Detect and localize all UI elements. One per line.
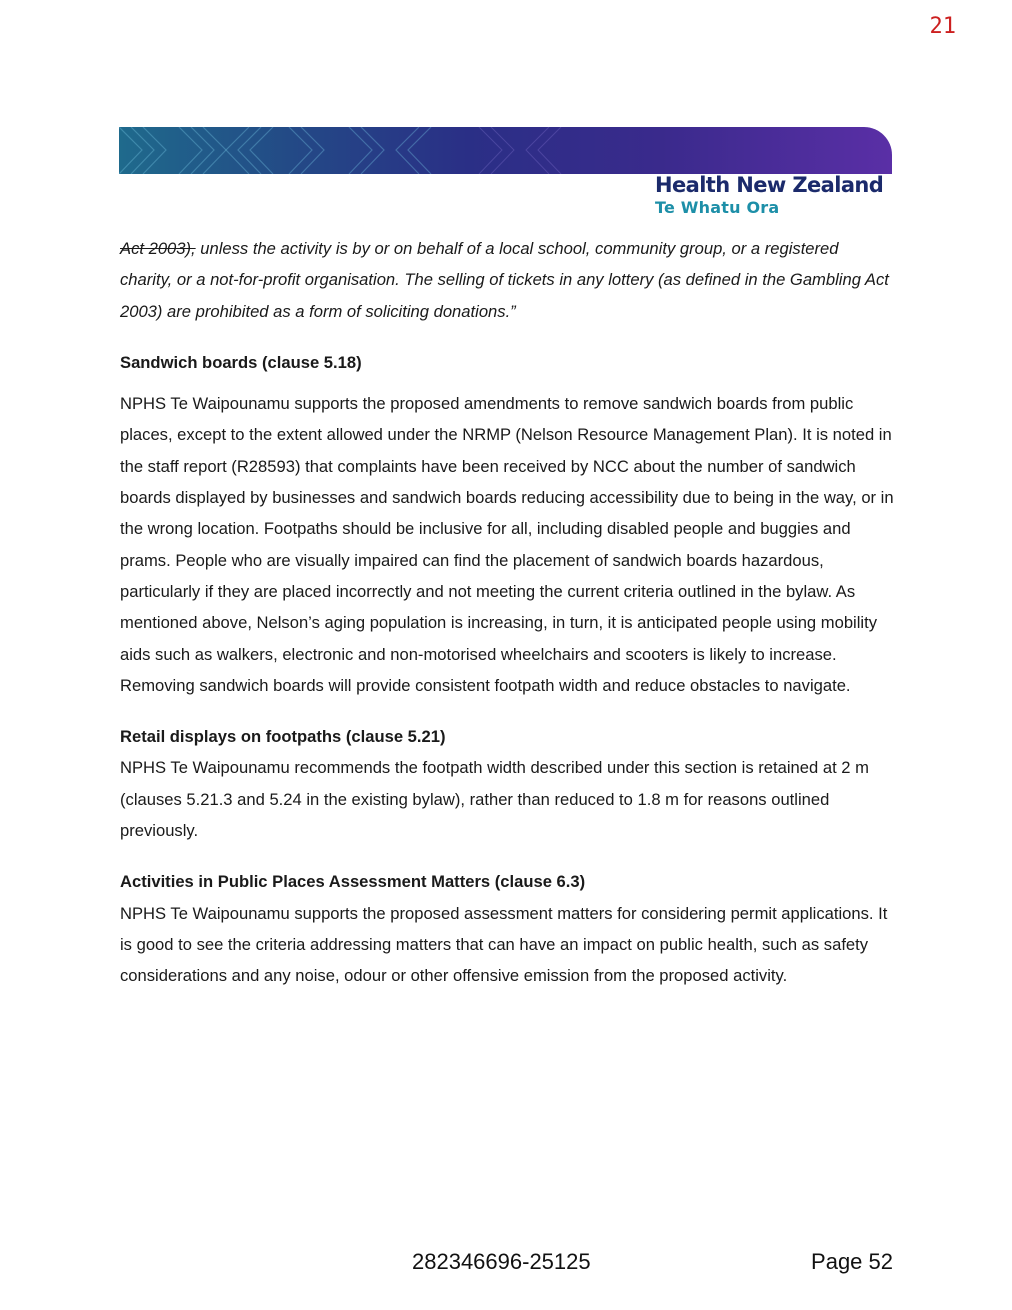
section-assessment-matters xyxy=(120,866,895,991)
section-heading: Activities in Public Places Assessment Matters (clause 6.3) xyxy=(120,872,586,892)
section-retail-displays xyxy=(120,721,895,846)
brand-subtitle: Te Whatu Ora xyxy=(655,198,780,217)
footer-page-label: Page 52 xyxy=(811,1249,893,1274)
brand-name: Health New Zealand xyxy=(655,173,884,197)
header-banner xyxy=(119,127,892,174)
section-body: NPHS Te Waipounamu recommends the footpath width described under this section is retained at 2 m (clauses 5.21.3 and 5.24 in the existing bylaw), rather than reduced to 1.8 m for reasons outlined previously. xyxy=(120,758,869,841)
struck-text: Act 2003), xyxy=(120,239,196,258)
section-body: NPHS Te Waipounamu supports the proposed amendments to remove sandwich boards from public places, except to the extent allowed under the NRMP (Nelson Resource Management Plan). It is noted in the staff report (R28593) that complaints have been received by NCC about the number of sandwich boards displayed by businesses and sandwich boards reducing accessibility due to being in the way, or in the wrong location. Footpaths should be inclusive for all, including disabled people and buggies and prams. People who are visually impaired can find the placement of sandwich boards hazardous, particularly if they are placed incorrectly and not meeting the current criteria outlined in the bylaw. As mentioned above, Nelson’s aging population is increasing, in turn, it is anticipated people using mobility aids such as walkers, electronic and non-motorised wheelchairs and scooters is likely to increase. Removing sandwich boards will provide consistent footpath width and reduce obstacles to navigate. xyxy=(120,394,894,695)
section-heading: Retail displays on footpaths (clause 5.21) xyxy=(120,727,446,747)
intro-text: unless the activity is by or on behalf of a local school, community group, or a registered charity, or a not-for-profit organisation. The selling of tickets in any lottery (as defined in the Gambling Act 2003) are prohibited as a form of soliciting donations.” xyxy=(120,239,889,321)
document-body xyxy=(120,233,895,1012)
pattern-graphic xyxy=(119,127,892,174)
section-body: NPHS Te Waipounamu supports the proposed assessment matters for considering permit applications. It is good to see the criteria addressing matters that can have an impact on public health, such as safety considerations and any noise, odour or other offensive emission from the proposed activity. xyxy=(120,903,888,986)
section-heading: Sandwich boards (clause 5.18) xyxy=(120,352,362,372)
section-sandwich-boards xyxy=(120,347,895,701)
footer-document-id: 282346696-25125 xyxy=(412,1249,591,1274)
brand-logo xyxy=(655,172,895,218)
page-number: 21 xyxy=(929,14,956,39)
intro-paragraph xyxy=(120,233,895,327)
